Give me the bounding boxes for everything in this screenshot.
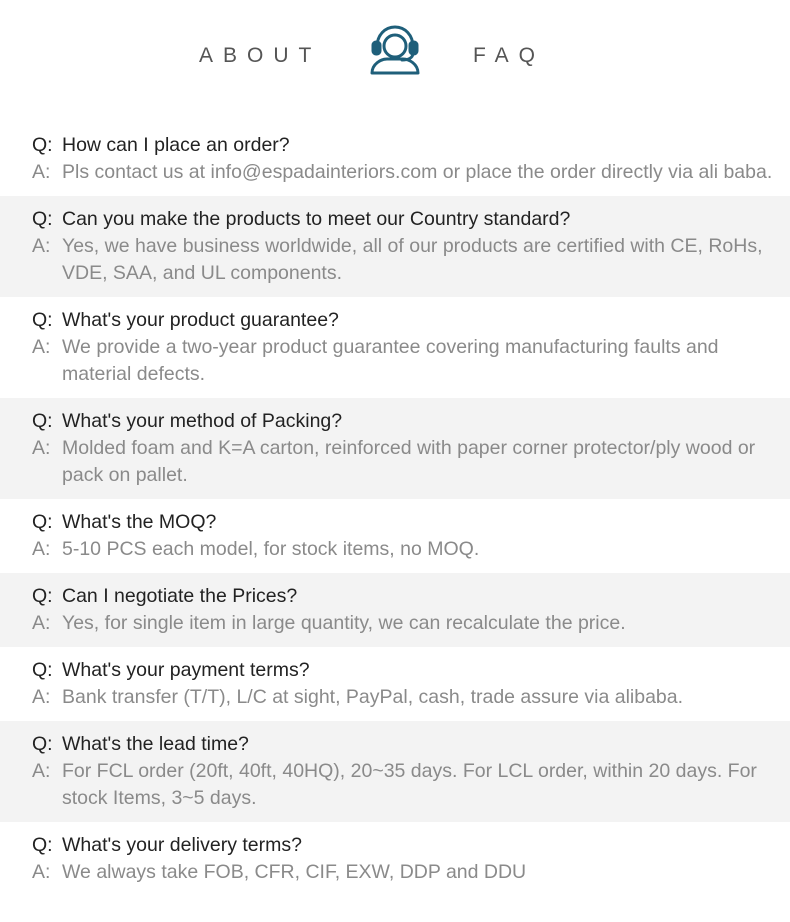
faq-item	[0, 196, 790, 297]
answer-prefix: A:	[32, 161, 51, 183]
faq-question	[0, 832, 790, 859]
faq-item	[0, 499, 790, 573]
question-prefix: Q:	[32, 309, 53, 331]
faq-label: FAQ	[473, 44, 546, 67]
question-text: What's your product guarantee?	[62, 309, 339, 331]
answer-text: Yes, for single item in large quantity, we can recalculate the price.	[62, 612, 626, 634]
faq-answer	[0, 435, 790, 489]
faq-item	[0, 121, 790, 196]
question-text: What's your delivery terms?	[62, 834, 302, 856]
faq-answer	[0, 334, 790, 388]
answer-prefix: A:	[32, 760, 51, 782]
answer-prefix: A:	[32, 861, 51, 883]
faq-question	[0, 731, 790, 758]
answer-prefix: A:	[32, 686, 51, 708]
faq-answer	[0, 758, 790, 812]
faq-answer	[0, 233, 790, 287]
faq-item	[0, 398, 790, 499]
question-text: Can you make the products to meet our Country standard?	[62, 208, 571, 230]
faq-list	[0, 121, 790, 896]
question-text: How can I place an order?	[62, 134, 290, 156]
answer-text: Pls contact us at info@espadainteriors.com or place the order directly via ali baba.	[62, 161, 773, 183]
answer-prefix: A:	[32, 336, 51, 358]
faq-item	[0, 297, 790, 398]
about-label: ABOUT	[199, 44, 322, 67]
answer-text: Bank transfer (T/T), L/C at sight, PayPal, cash, trade assure via alibaba.	[62, 686, 684, 708]
faq-item	[0, 721, 790, 822]
answer-text: Yes, we have business worldwide, all of our products are certified with CE, RoHs, VDE, SAA, and UL components.	[62, 235, 763, 284]
faq-question	[0, 657, 790, 684]
faq-answer	[0, 159, 790, 186]
question-text: What's your method of Packing?	[62, 410, 343, 432]
question-prefix: Q:	[32, 208, 53, 230]
faq-question	[0, 583, 790, 610]
faq-question	[0, 206, 790, 233]
question-prefix: Q:	[32, 834, 53, 856]
question-prefix: Q:	[32, 659, 53, 681]
faq-answer	[0, 859, 790, 886]
faq-question	[0, 408, 790, 435]
question-text: What's the lead time?	[62, 733, 249, 755]
faq-answer	[0, 536, 790, 563]
faq-header	[0, 0, 790, 120]
answer-prefix: A:	[32, 538, 51, 560]
faq-item	[0, 822, 790, 896]
question-text: Can I negotiate the Prices?	[62, 585, 298, 607]
question-prefix: Q:	[32, 733, 53, 755]
answer-text: For FCL order (20ft, 40ft, 40HQ), 20~35 days. For LCL order, within 20 days. For stock Items, 3~5 days.	[62, 760, 757, 809]
faq-question	[0, 132, 790, 159]
faq-answer	[0, 684, 790, 711]
faq-answer	[0, 610, 790, 637]
answer-text: 5-10 PCS each model, for stock items, no MOQ.	[62, 538, 480, 560]
faq-question	[0, 307, 790, 334]
headset-user-icon	[366, 23, 424, 75]
faq-item	[0, 647, 790, 721]
question-text: What's your payment terms?	[62, 659, 310, 681]
question-prefix: Q:	[32, 134, 53, 156]
faq-item	[0, 573, 790, 647]
answer-prefix: A:	[32, 437, 51, 459]
answer-text: We provide a two-year product guarantee covering manufacturing faults and material defects.	[62, 336, 719, 385]
faq-question	[0, 509, 790, 536]
question-prefix: Q:	[32, 585, 53, 607]
answer-prefix: A:	[32, 612, 51, 634]
question-prefix: Q:	[32, 410, 53, 432]
answer-prefix: A:	[32, 235, 51, 257]
question-prefix: Q:	[32, 511, 53, 533]
question-text: What's the MOQ?	[62, 511, 217, 533]
answer-text: We always take FOB, CFR, CIF, EXW, DDP and DDU	[62, 861, 527, 883]
answer-text: Molded foam and K=A carton, reinforced with paper corner protector/ply wood or pack on pallet.	[62, 437, 756, 486]
